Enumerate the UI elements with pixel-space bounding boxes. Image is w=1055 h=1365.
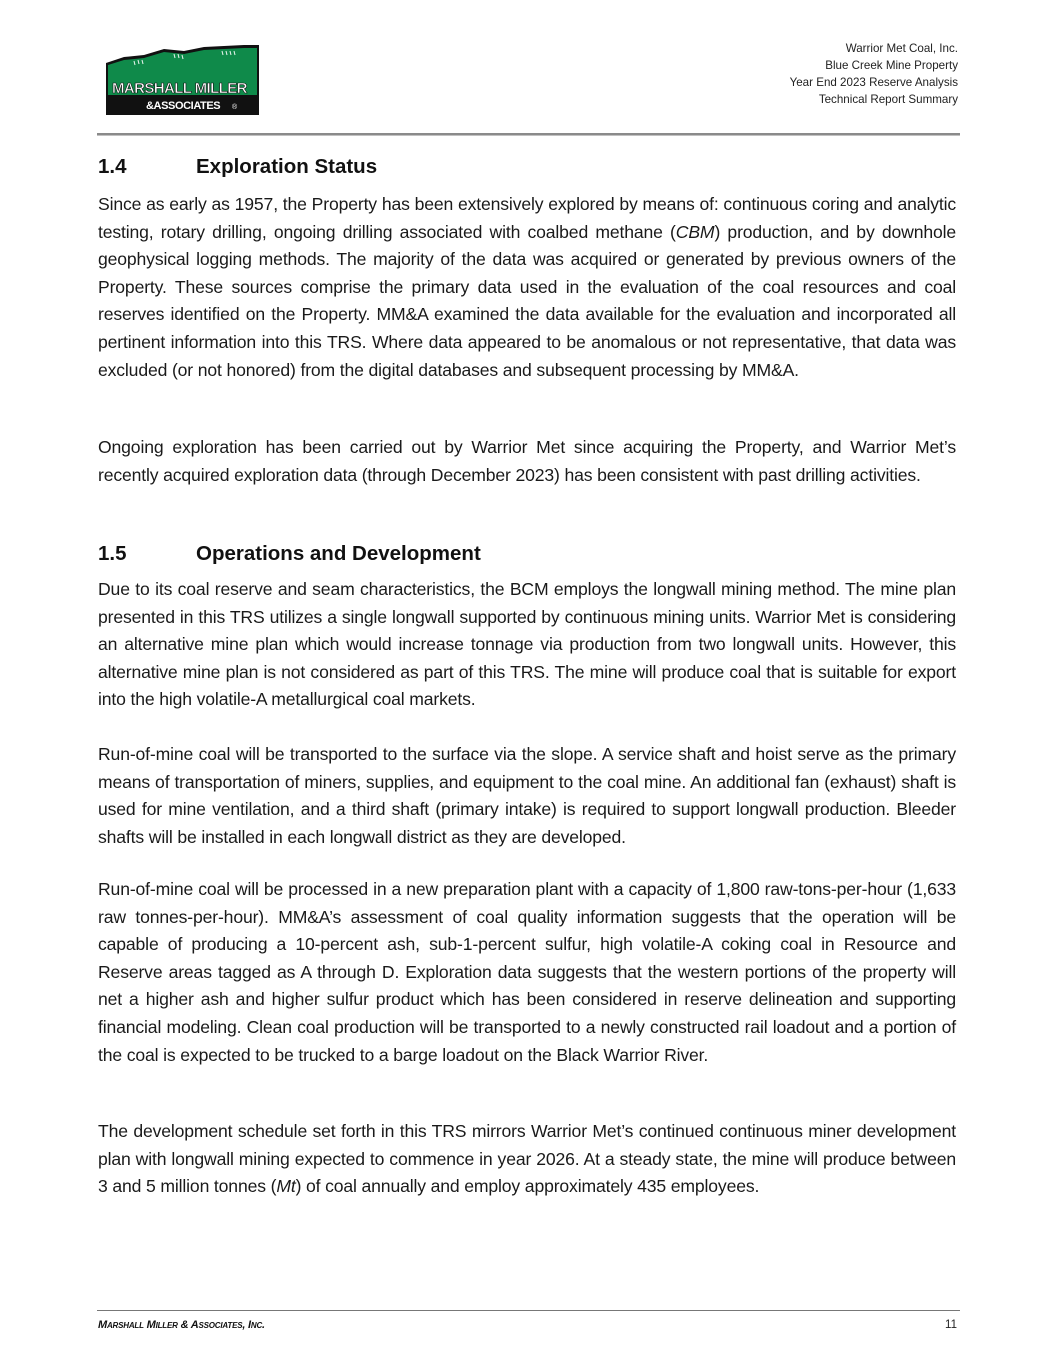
- paragraph-ongoing-exploration: Ongoing exploration has been carried out by Warrior Met since acquiring the Property, and Warrior Met’s recently acquired exploration data (through December 2023) has been consistent with past drilling activities.: [98, 437, 956, 485]
- header-property: Blue Creek Mine Property: [825, 59, 958, 73]
- paragraph-exploration-history: [98, 191, 956, 384]
- header-company: Warrior Met Coal, Inc.: [845, 42, 958, 55]
- paragraph-development-schedule: [98, 1118, 956, 1201]
- text-run: ) of coal annually and employ approximately 435 employees.: [295, 1176, 760, 1197]
- header-divider: [97, 133, 960, 136]
- paragraph-mining-method: Due to its coal reserve and seam characteristics, the BCM employs the longwall mining method. The mine plan presented in this TRS utilizes a single longwall supported by continuous mining units. Warrior Met is considering an alternative mine plan which would increase tonnage via production from two longwall units. However, this alternative mine plan is not considered as part of this TRS. The mine will produce coal that is suitable for export into the high volatile-A metallurgical coal markets.: [98, 579, 956, 710]
- text-run: The development schedule set forth in this TRS mirrors Warrior Met’s continued continuous miner development plan with longwall mining expected to commence in year 2026. At a steady state, the mine will produce between 3 and 5 million tonnes (: [98, 1121, 956, 1197]
- logo-line2: &ASSOCIATES: [146, 100, 221, 112]
- footer-company: Marshall Miller & Associates, Inc.: [98, 1319, 265, 1331]
- abbreviation-mt: Mt: [276, 1176, 296, 1197]
- text-run: ) production, and by downhole geophysical logging methods. The majority of the data was acquired or generated by previous owners of the Property. These sources comprise the primary data used in the evaluation of the coal resources and coal reserves identified on the Property. MM&A examined the data available for the evaluation and incorporated all pertinent information into this TRS. Where data appeared to be anomalous or not representative, that data was excluded (or not honored) from the digital databases and subsequent processing by MM&A.: [98, 221, 956, 380]
- text-run: Since as early as 1957, the Property has been extensively explored by means of: continuous coring and analytic testing, rotary drilling, ongoing drilling associated with coalbed methane (: [98, 194, 956, 242]
- abbreviation-cbm: CBM: [675, 221, 715, 242]
- page-header: [97, 40, 960, 135]
- footer-divider: [97, 1310, 960, 1311]
- header-analysis: Year End 2023 Reserve Analysis: [789, 76, 958, 90]
- section-title: Exploration Status: [196, 155, 378, 178]
- section-heading-operations-development: [98, 539, 481, 569]
- section-number: 1.4: [98, 155, 127, 178]
- section-title: Operations and Development: [196, 542, 481, 565]
- marshall-miller-logo: [104, 43, 260, 115]
- section-heading-exploration-status: [98, 152, 377, 182]
- report-identity: [790, 40, 958, 108]
- header-report-type: Technical Report Summary: [818, 93, 958, 107]
- section-number: 1.5: [98, 542, 127, 565]
- logo-line1: MARSHALL MILLER: [112, 80, 247, 97]
- paragraph-preparation-plant: Run-of-mine coal will be processed in a new preparation plant with a capacity of 1,800 raw-tons-per-hour (1,633 raw tonnes-per-hour). MM&A’s assessment of coal quality information suggests that the operation will be capable of producing a 10-percent ash, sub-1-percent sulfur, high volatile-A coking coal in Resource and Reserve areas tagged as A through D. Exploration data suggests that the western portions of the property will net a higher ash and higher sulfur product which has been considered in reserve delineation and supporting financial modeling. Clean coal production will be transported to a newly constructed rail loadout and a portion of the coal is expected to be trucked to a barge loadout on the Black Warrior River.: [98, 879, 956, 1065]
- paragraph-transport-shafts: Run-of-mine coal will be transported to the surface via the slope. A service shaft and hoist serve as the primary means of transportation of miners, supplies, and equipment to the coal mine. An additional fan (exhaust) shaft is used for mine ventilation, and a third shaft (primary intake) is required to support longwall production. Bleeder shafts will be installed in each longwall district as they are developed.: [98, 744, 956, 847]
- page-number: 11: [945, 1319, 957, 1331]
- logo-registered: ®: [232, 104, 238, 111]
